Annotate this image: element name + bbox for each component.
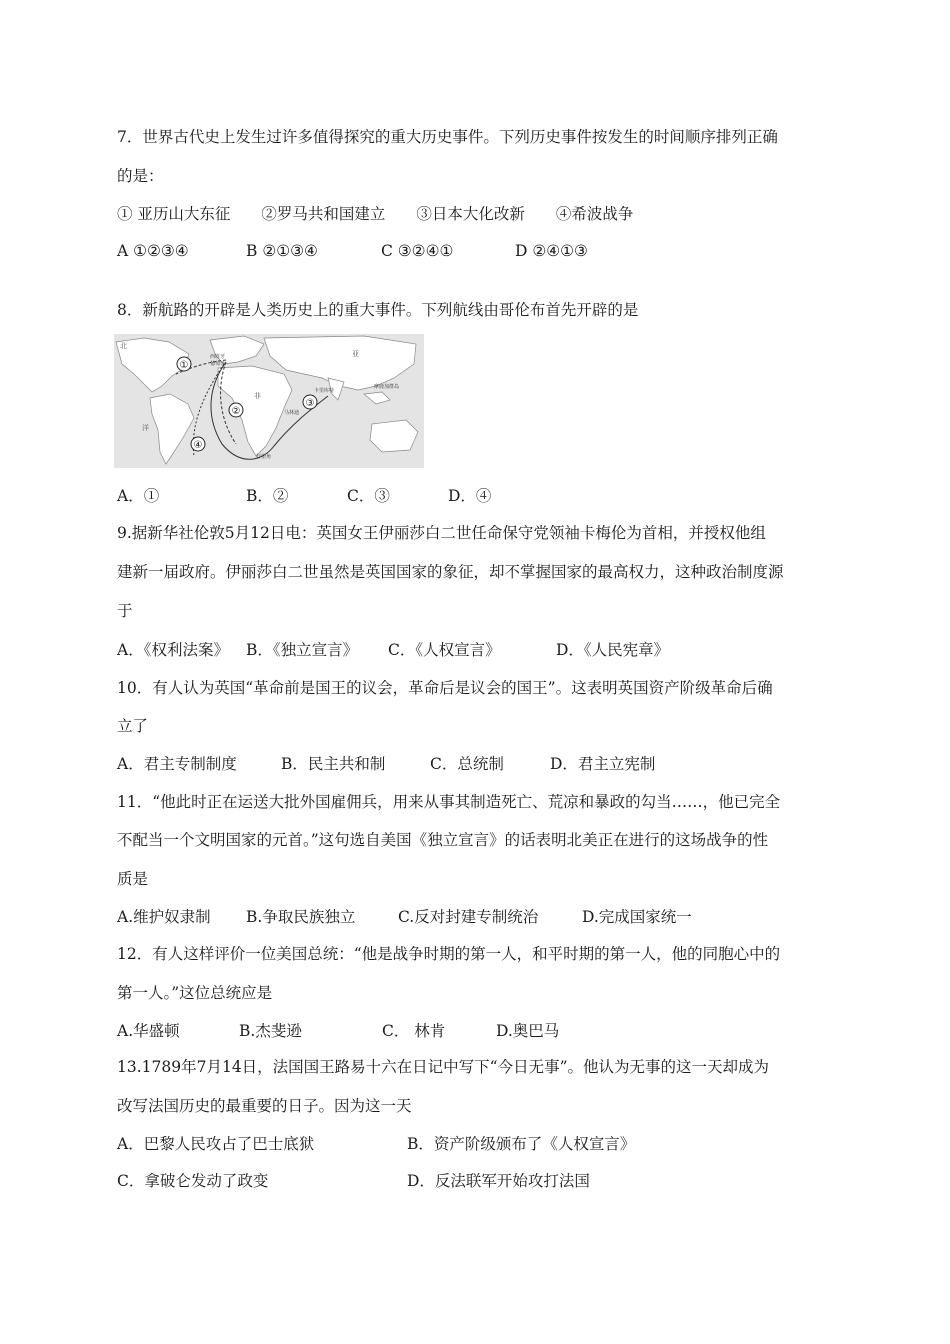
q9-option-c: C．《人权宣言》 bbox=[388, 641, 501, 659]
q11-stem-line3: 质是 bbox=[117, 870, 149, 888]
map-label-cape: 好望角 bbox=[256, 454, 272, 460]
map-label-ocean: 洋 bbox=[142, 424, 149, 432]
q10-stem-line2: 立了 bbox=[117, 717, 149, 735]
q12-option-d: D.奥巴马 bbox=[496, 1022, 560, 1040]
q10-stem-line1: 10．有人认为英国“革命前是国王的议会，革命后是议会的国王”。这表明英国资产阶级革命后确 bbox=[117, 679, 773, 697]
q12-stem-line1: 12．有人这样评价一位美国总统：“他是战争时期的第一人，和平时期的第一人，他的同胞心中的 bbox=[117, 945, 781, 963]
q12-stem-line2: 第一人。”这位总统应是 bbox=[117, 984, 273, 1002]
map-label-moluccas: 摩鹿加群岛 bbox=[374, 384, 400, 390]
map-label-calicut: 卡里库特 bbox=[314, 388, 335, 394]
map-label-spain: 西班牙 bbox=[210, 354, 226, 360]
q9-stem-line2: 建新一届政府。伊丽莎白二世虽然是英国国家的象征，却不掌握国家的最高权力，这种政治制度源 bbox=[117, 563, 784, 581]
q7-option-d: D ②④①③ bbox=[515, 242, 588, 260]
map-label-malindi: 马林迪 bbox=[284, 410, 300, 416]
map-label-africa: 非 bbox=[254, 392, 261, 400]
map-route-4-label: ④ bbox=[193, 440, 203, 451]
q13-stem-line2: 改写法国历史的最重要的日子。因为这一天 bbox=[117, 1097, 412, 1115]
q10-option-d: D．君主立宪制 bbox=[550, 755, 656, 773]
q8-stem: 8．新航路的开辟是人类历史上的重大事件。下列航线由哥伦布首先开辟的是 bbox=[117, 301, 639, 319]
map-label-north-america: 北 bbox=[120, 342, 127, 350]
q12-option-c: C． 林肯 bbox=[382, 1022, 446, 1040]
q10-option-c: C．总统制 bbox=[430, 755, 504, 773]
q8-option-b: B．② bbox=[246, 487, 289, 505]
q11-stem-line1: 11．“他此时正在运送大批外国雇佣兵，用来从事其制造死亡、荒凉和暴政的勾当……，他已完全 bbox=[117, 793, 781, 811]
q11-stem-line2: 不配当一个文明国家的元首。”这句选自美国《独立宣言》的话表明北美正在进行的这场战争的性 bbox=[117, 831, 769, 849]
q13-option-d: D．反法联军开始攻打法国 bbox=[407, 1172, 590, 1190]
navigation-routes-map bbox=[114, 334, 424, 468]
q8-option-d: D．④ bbox=[448, 487, 492, 505]
q9-stem-line3: 于 bbox=[117, 602, 133, 620]
q8-option-a: A．① bbox=[117, 487, 160, 505]
q7-option-a: A ①②③④ bbox=[117, 242, 189, 260]
map-label-portugal: 葡萄牙 bbox=[210, 361, 226, 367]
q10-option-a: A．君主专制制度 bbox=[117, 755, 237, 773]
q7-stem-line1: 7．世界古代史上发生过许多值得探究的重大历史事件。下列历史事件按发生的时间顺序排列正确 bbox=[117, 128, 778, 146]
map-label-asia: 亚 bbox=[352, 350, 359, 358]
q13-option-b: B．资产阶级颁布了《人权宣言》 bbox=[407, 1135, 636, 1153]
map-route-1-label: ① bbox=[179, 360, 189, 371]
q8-option-c: C．③ bbox=[347, 487, 390, 505]
q11-option-b: B.争取民族独立 bbox=[246, 908, 356, 926]
q7-stem-line2: 的是： bbox=[117, 167, 164, 185]
q13-option-a: A．巴黎人民攻占了巴士底狱 bbox=[117, 1135, 315, 1153]
q7-events: ① 亚历山大东征 ②罗马共和国建立 ③日本大化改新 ④希波战争 bbox=[117, 205, 634, 223]
q9-option-d: D．《人民宪章》 bbox=[556, 641, 670, 659]
q13-stem-line1: 13.1789年7月14日，法国国王路易十六在日记中写下“今日无事”。他认为无事的这一天却成为 bbox=[117, 1058, 770, 1076]
q7-option-c: C ③②④① bbox=[381, 242, 454, 260]
q7-option-b: B ②①③④ bbox=[246, 242, 318, 260]
q11-option-a: A.维护奴隶制 bbox=[117, 908, 211, 926]
q13-option-c: C．拿破仑发动了政变 bbox=[117, 1172, 269, 1190]
q9-option-b: B．《独立宣言》 bbox=[246, 641, 359, 659]
q11-option-d: D.完成国家统一 bbox=[582, 908, 692, 926]
q9-stem-line1: 9.据新华社伦敦5月12日电：英国女王伊丽莎白二世任命保守党领袖卡梅伦为首相，并授权他组 bbox=[117, 524, 766, 542]
q11-option-c: C.反对封建专制统治 bbox=[398, 908, 539, 926]
q10-option-b: B．民主共和制 bbox=[281, 755, 386, 773]
map-route-3-label: ③ bbox=[305, 398, 315, 409]
map-route-2-label: ② bbox=[231, 406, 241, 417]
q12-option-a: A.华盛顿 bbox=[117, 1022, 180, 1040]
q12-option-b: B.杰斐逊 bbox=[239, 1022, 302, 1040]
q9-option-a: A．《权利法案》 bbox=[117, 641, 229, 659]
